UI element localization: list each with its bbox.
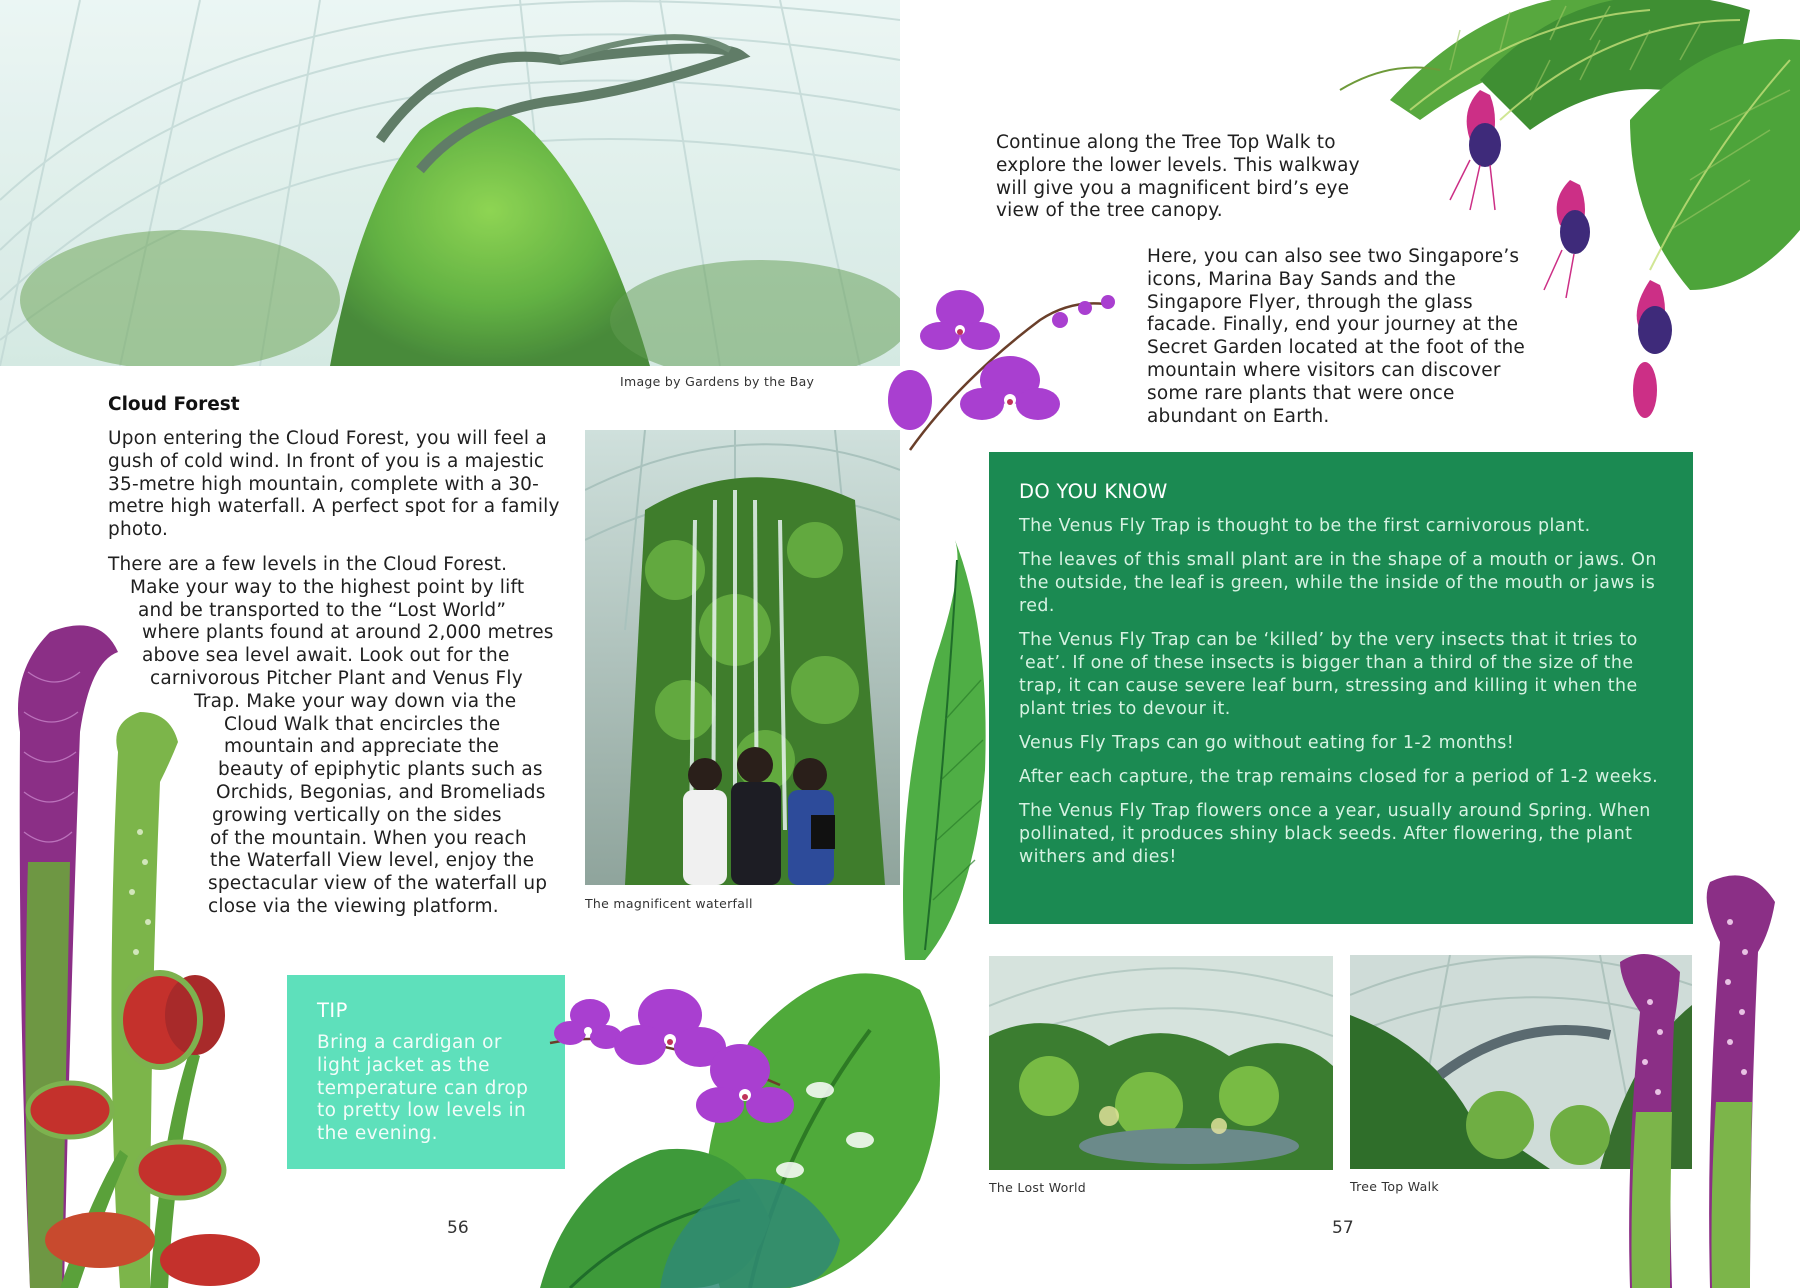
cloud-forest-dome-photo: [0, 0, 900, 366]
tip-title: TIP: [317, 999, 348, 1022]
fact-item: The leaves of this small plant are in the shape of a mouth or jaws. On the outside, the leaf is green, while the inside of the mouth or jaws is red.: [1019, 550, 1657, 616]
levels-line: of the mountain. When you reach: [210, 827, 527, 849]
calathea-leaf-illustration: [895, 540, 995, 960]
page-number-left: 56: [447, 1218, 469, 1238]
levels-line: carnivorous Pitcher Plant and Venus Fly: [150, 667, 523, 689]
venus-flytrap-illustration: [0, 940, 300, 1288]
tip-box: [287, 975, 565, 1169]
levels-line: Trap. Make your way down via the: [194, 690, 517, 712]
fuchsia-illustration: [1330, 0, 1800, 420]
fact-item: After each capture, the trap remains closed for a period of 1-2 weeks.: [1019, 767, 1659, 788]
orchid-illustration: [880, 280, 1120, 460]
levels-line: the Waterfall View level, enjoy the: [210, 850, 535, 872]
levels-line: close via the viewing platform.: [208, 895, 499, 917]
secret-garden-paragraph: Here, you can also see two Singapore’s icons, Marina Bay Sands and the Singapore Flyer, through the glass facade. Finally, end your journey at the Secret Garden located at the foot of the mountain where visitors can discover some rare plants that were once abundant on Earth.: [1147, 246, 1525, 427]
levels-line: beauty of epiphytic plants such as: [218, 759, 543, 781]
levels-line: spectacular view of the waterfall up: [208, 873, 548, 895]
levels-line: where plants found at around 2,000 metres: [142, 622, 554, 644]
levels-line: and be transported to the “Lost World”: [138, 599, 507, 621]
fact-item: The Venus Fly Trap flowers once a year, usually around Spring. When pollinated, it produces shiny black seeds. After flowering, the plant withers and dies!: [1019, 801, 1651, 868]
levels-line: mountain and appreciate the: [224, 736, 500, 758]
top-photo-caption: Image by Gardens by the Bay: [620, 374, 815, 389]
pitcher-plant-illustration: [1600, 862, 1800, 1288]
tree-top-caption: Tree Top Walk: [1350, 1179, 1439, 1194]
fact-item: The Venus Fly Trap can be ‘killed’ by the very insects that it tries to ‘eat’. If one of these insects is bigger than a third of the size of the trap, it can cause severe leaf burn, stressing and killing it when the plant tries to devour it.: [1019, 630, 1638, 719]
fact-item: Venus Fly Traps can go without eating for 1-2 months!: [1019, 732, 1515, 753]
lost-world-photo: [989, 956, 1333, 1170]
levels-line: There are a few levels in the Cloud Forest.: [108, 554, 508, 575]
tip-text: Bring a cardigan or light jacket as the temperature can drop to pretty low levels in the evening.: [317, 1032, 529, 1145]
intro-paragraph: Upon entering the Cloud Forest, you will feel a gush of cold wind. In front of you is a majestic 35-metre high mountain, complete with a 30-metre high waterfall. A perfect spot for a family photo.: [108, 428, 560, 541]
waterfall-caption: The magnificent waterfall: [585, 896, 753, 911]
lost-world-caption: The Lost World: [989, 1180, 1087, 1195]
levels-line: growing vertically on the sides: [212, 804, 502, 826]
do-you-know-title: DO YOU KNOW: [1019, 480, 1168, 503]
levels-line: Orchids, Begonias, and Bromeliads: [216, 781, 546, 803]
orchid-illustration: [540, 955, 820, 1165]
tree-top-paragraph: Continue along the Tree Top Walk to explore the lower levels. This walkway will give you a magnificent bird’s eye view of the tree canopy.: [996, 132, 1360, 222]
do-you-know-box: [989, 452, 1693, 924]
fact-item: The Venus Fly Trap is thought to be the first carnivorous plant.: [1019, 516, 1591, 536]
waterfall-family-photo: [585, 430, 900, 885]
page-number-right: 57: [1332, 1218, 1354, 1238]
levels-line: Make your way to the highest point by lift: [130, 576, 525, 598]
levels-line: above sea level await. Look out for the: [142, 645, 510, 667]
section-heading: Cloud Forest: [108, 394, 240, 415]
levels-line: Cloud Walk that encircles the: [224, 713, 501, 735]
